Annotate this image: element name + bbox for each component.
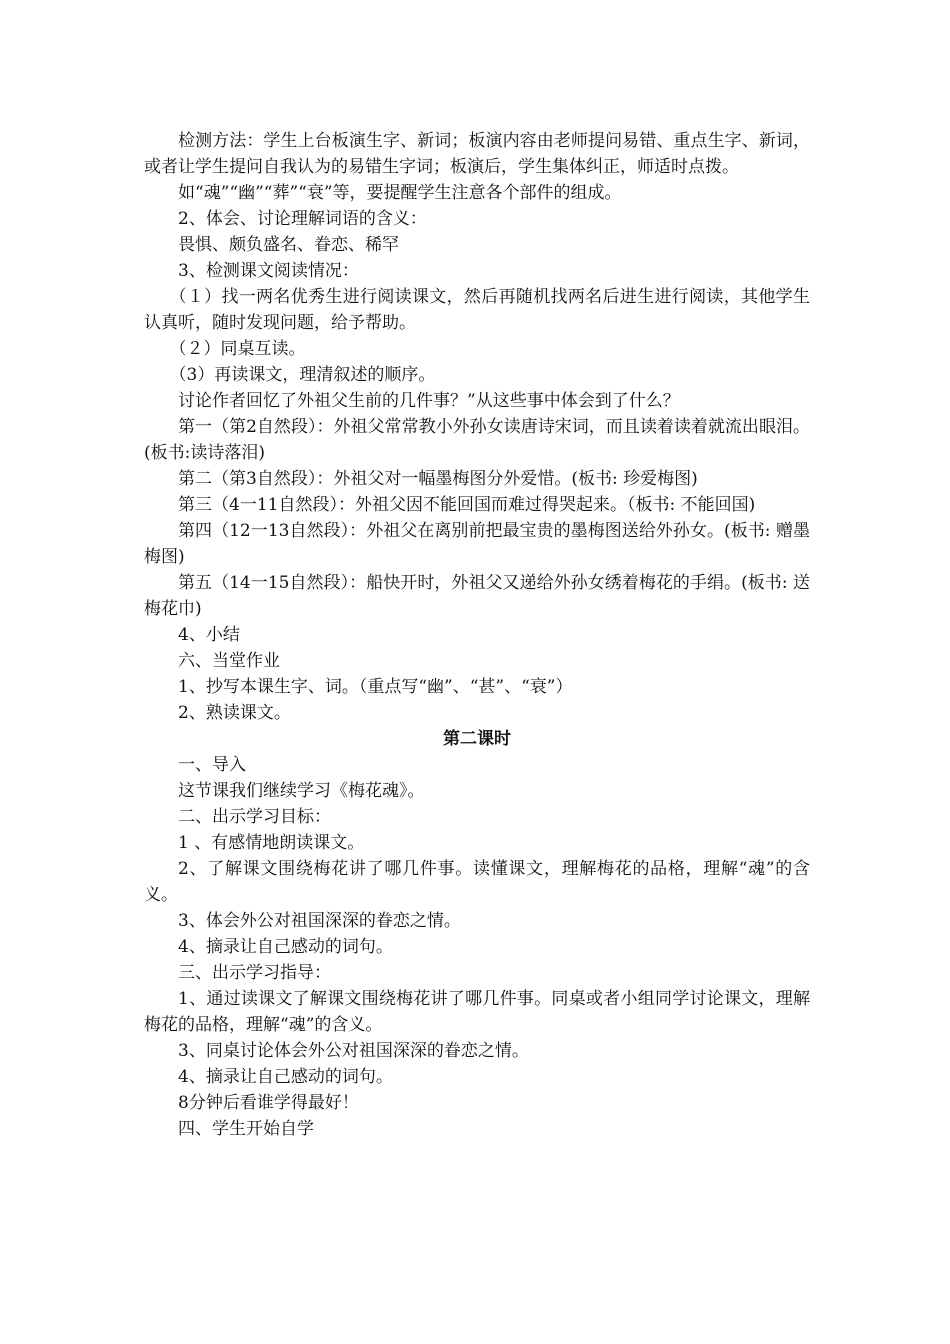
paragraph-intro: 这节课我们继续学习《梅花魂》。 xyxy=(178,781,425,801)
paragraph-homework-1: 1、抄写本课生字、词。（重点写“幽”、“甚”、“衰”） xyxy=(178,677,573,697)
paragraph-event-4: 第四（12一13自然段）：外祖父在离别前把最宝贵的墨梅图送给外孙女。(板书: 赠墨梅图) xyxy=(144,521,810,567)
section-title: 第二课时 xyxy=(443,729,511,749)
paragraph-reading-2: （２）同桌互读。 xyxy=(169,339,306,359)
paragraph-homework-heading: 六、当堂作业 xyxy=(178,651,280,671)
paragraph-goal-1: 1 、有感情地朗读课文。 xyxy=(178,833,365,853)
paragraph-homework-2: 2、熟读课文。 xyxy=(178,703,291,723)
paragraph-event-3: 第三（4一11自然段）：外祖父因不能回国而难过得哭起来。（板书: 不能回国) xyxy=(178,495,756,515)
paragraph-detection-method: 检测方法：学生上台板演生字、新词；板演内容由老师提问易错、重点生字、新词，或者让学生提问自我认为的易错生字词；板演后，学生集体纠正，师适时点拨。 xyxy=(144,131,810,177)
paragraph-guidance-1: 1、通过读课文了解课文围绕梅花讲了哪几件事。同桌或者小组同学讨论课文，理解梅花的品格，理解“魂”的含义。 xyxy=(144,989,810,1035)
paragraph-reading-3: （3）再读课文，理清叙述的顺序。 xyxy=(169,365,436,385)
paragraph-event-1: 第一（第2自然段）：外祖父常常教小外孙女读唐诗宋词，而且读着读着就流出眼泪。(板书:读诗落泪) xyxy=(144,417,810,463)
paragraph-self-study: 四、学生开始自学 xyxy=(178,1119,314,1139)
paragraph-summary: 4、小结 xyxy=(178,625,240,645)
paragraph-goal-4: 4、摘录让自己感动的词句。 xyxy=(178,937,393,957)
paragraph-goal-2: 2、了解课文围绕梅花讲了哪几件事。读懂课文，理解梅花的品格，理解“魂”的含义。 xyxy=(144,859,810,905)
paragraph-guidance-heading: 三、出示学习指导： xyxy=(178,963,331,983)
paragraph-intro-heading: 一、导入 xyxy=(178,755,246,775)
paragraph-guidance-4: 4、摘录让自己感动的词句。 xyxy=(178,1067,393,1087)
paragraph-event-5: 第五（14一15自然段）：船快开时，外祖父又递给外孙女绣着梅花的手绢。(板书: 送梅花巾) xyxy=(144,573,810,619)
paragraph-time-limit: 8分钟后看谁学得最好！ xyxy=(178,1093,359,1113)
paragraph-step-3: 3、检测课文阅读情况： xyxy=(178,261,359,281)
paragraph-step-2: 2、体会、讨论理解词语的含义： xyxy=(178,209,427,229)
paragraph-event-2: 第二（第3自然段）：外祖父对一幅墨梅图分外爱惜。(板书: 珍爱梅图) xyxy=(178,469,698,489)
paragraph-character-examples: 如“魂”“幽”“葬”“衰”等，要提醒学生注意各个部件的组成。 xyxy=(178,183,622,203)
paragraph-discussion: 讨论作者回忆了外祖父生前的几件事？”从这些事中体会到了什么？ xyxy=(178,391,680,411)
paragraph-goal-3: 3、体会外公对祖国深深的眷恋之情。 xyxy=(178,911,461,931)
paragraph-guidance-3: 3、同桌讨论体会外公对祖国深深的眷恋之情。 xyxy=(178,1041,529,1061)
paragraph-vocabulary: 畏惧、颇负盛名、眷恋、稀罕 xyxy=(178,235,399,255)
document-page xyxy=(144,128,810,1142)
paragraph-goals-heading: 二、出示学习目标： xyxy=(178,807,331,827)
paragraph-reading-1: （１）找一两名优秀生进行阅读课文，然后再随机找两名后进生进行阅读，其他学生认真听，随时发现问题，给予帮助。 xyxy=(144,287,810,333)
